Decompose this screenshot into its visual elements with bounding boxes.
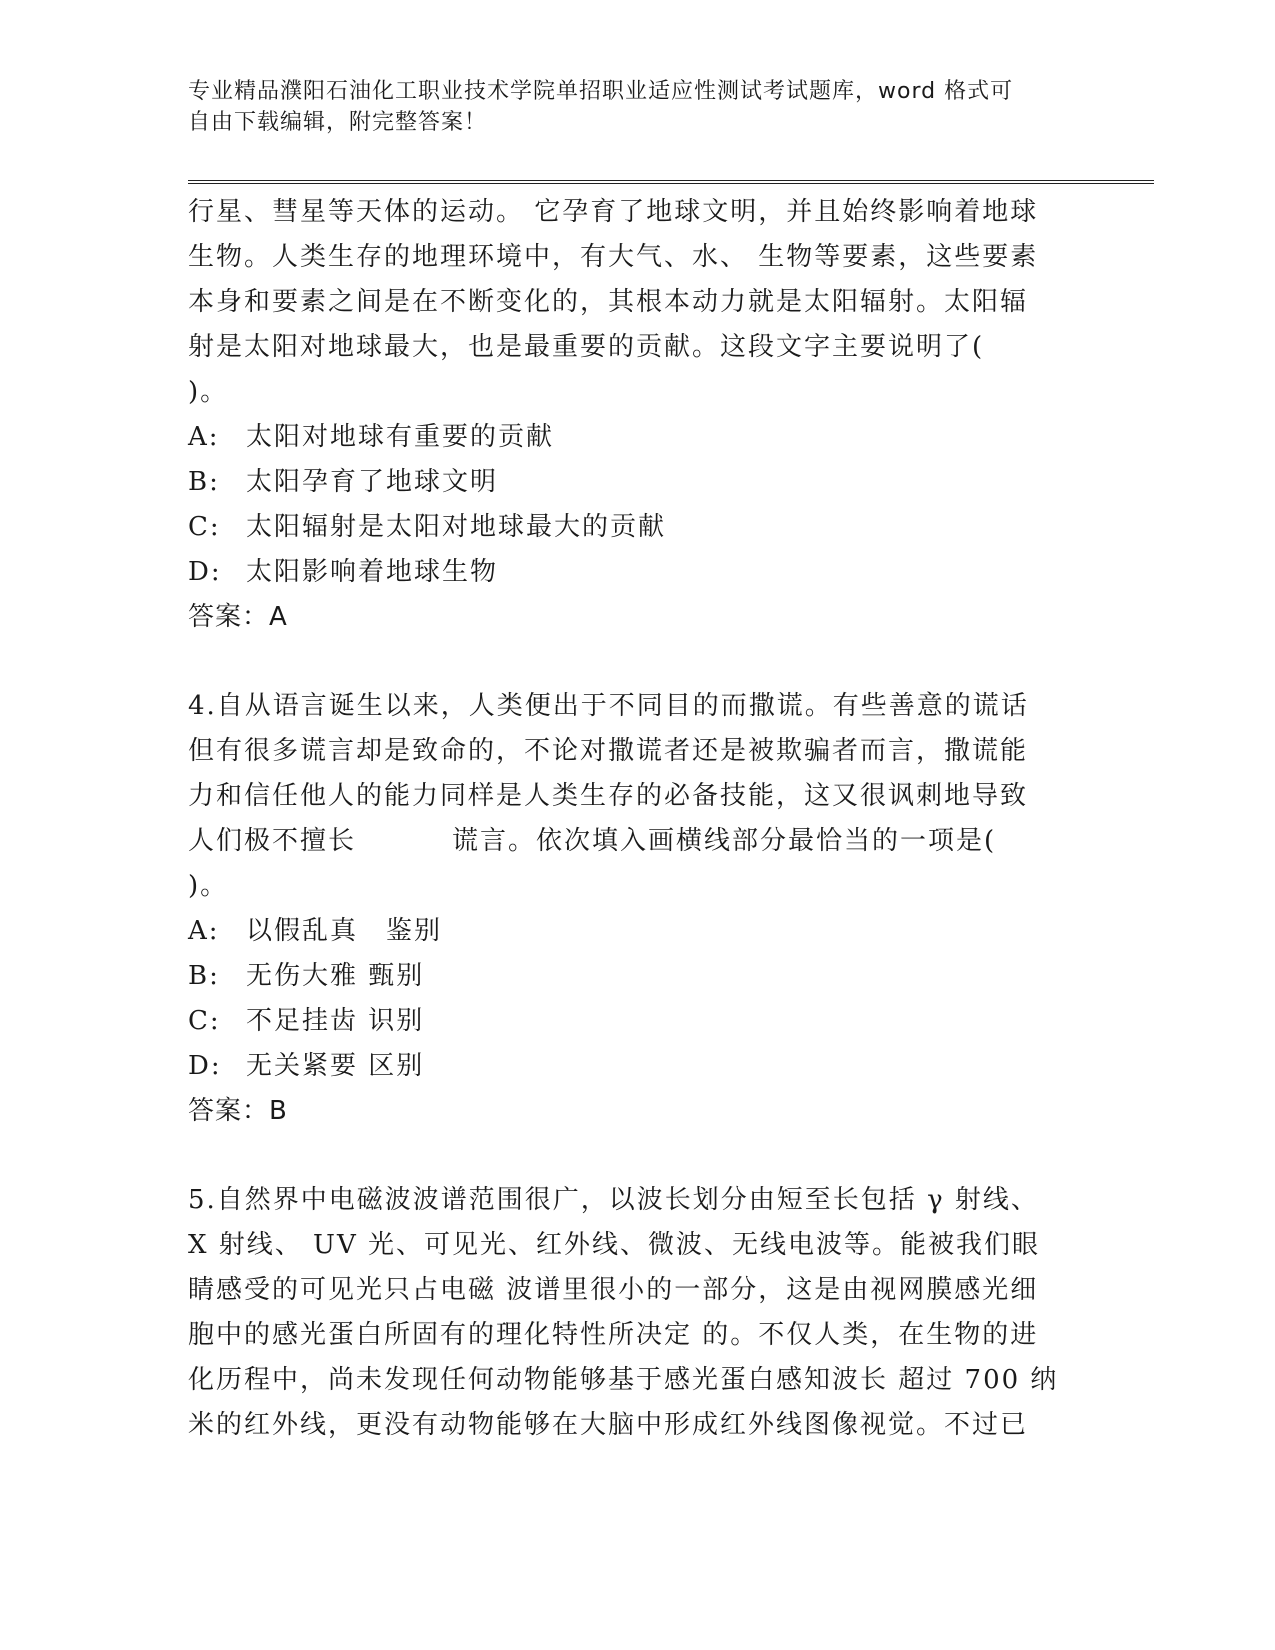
option-text: 太阳对地球有重要的贡献 [246, 422, 555, 452]
option-d [188, 1044, 1088, 1089]
question-3 [188, 190, 1088, 640]
option-key: B: [188, 467, 220, 497]
question-text-line: 本身和要素之间是在不断变化的，其根本动力就是太阳辐射。太阳辐 [188, 287, 1029, 317]
answer-line: 答案：A [188, 602, 288, 632]
option-key: D: [188, 557, 222, 587]
document-body [188, 190, 1088, 1448]
question-text-line: 力和信任他人的能力同样是人类生存的必备技能，这又很讽刺地导致 [188, 781, 1029, 811]
option-c [188, 505, 1088, 550]
option-b [188, 460, 1088, 505]
page-header [188, 76, 1068, 138]
question-text-line: 生物。人类生存的地理环境中，有大气、水、 生物等要素，这些要素 [188, 242, 1039, 272]
text-after-blank: 谎言。依次填入画横线部分最恰当的一项是( [452, 826, 997, 856]
section-gap [188, 1134, 1088, 1178]
option-d [188, 550, 1088, 595]
option-a [188, 415, 1088, 460]
option-key: C: [188, 512, 221, 542]
question-text-line: 射是太阳对地球最大，也是最重要的贡献。这段文字主要说明了( [188, 332, 985, 362]
question-text-line: )。 [188, 377, 229, 407]
text-before-blank: 人们极不擅长 [188, 826, 357, 856]
header-line-1: 专业精品濮阳石油化工职业技术学院单招职业适应性测试考试题库，word 格式可 [188, 79, 1014, 104]
question-text-line: )。 [188, 871, 229, 901]
header-line-2: 自由下载编辑，附完整答案！ [188, 110, 488, 135]
header-divider [188, 180, 1154, 184]
question-text-line: 米的红外线，更没有动物能够在大脑中形成红外线图像视觉。不过已 [188, 1410, 1029, 1440]
question-text-line [188, 819, 1088, 864]
question-5 [188, 1178, 1088, 1448]
option-text: 太阳影响着地球生物 [246, 557, 499, 587]
question-text-line: 化历程中，尚未发现任何动物能够基于感光蛋白感知波长 超过 700 纳 [188, 1365, 1059, 1395]
option-key: D: [188, 1051, 222, 1081]
option-key: C: [188, 1006, 221, 1036]
option-text: 以假乱真 鉴别 [246, 916, 443, 946]
question-text-line: 睛感受的可见光只占电磁 波谱里很小的一部分，这是由视网膜感光细 [188, 1275, 1039, 1305]
option-b [188, 954, 1088, 999]
question-text-line: 胞中的感光蛋白所固有的理化特性所决定 的。不仅人类，在生物的进 [188, 1320, 1039, 1350]
question-text-line: 5.自然界中电磁波波谱范围很广，以波长划分由短至长包括 γ 射线、 [188, 1185, 1039, 1215]
option-key: B: [188, 961, 220, 991]
question-text-line: 但有很多谎言却是致命的，不论对撒谎者还是被欺骗者而言，撒谎能 [188, 736, 1029, 766]
question-4 [188, 684, 1088, 1134]
answer-line: 答案：B [188, 1096, 288, 1126]
question-text-line: X 射线、 UV 光、可见光、红外线、微波、无线电波等。能被我们眼 [188, 1230, 1040, 1260]
question-text-line: 4.自从语言诞生以来，人类便出于不同目的而撒谎。有些善意的谎话 [188, 691, 1029, 721]
option-c [188, 999, 1088, 1044]
option-text: 无关紧要 区别 [246, 1051, 425, 1081]
option-key: A: [188, 422, 220, 452]
section-gap [188, 640, 1088, 684]
option-text: 太阳孕育了地球文明 [246, 467, 499, 497]
option-text: 太阳辐射是太阳对地球最大的贡献 [246, 512, 667, 542]
option-a [188, 909, 1088, 954]
option-text: 不足挂齿 识别 [246, 1006, 425, 1036]
option-text: 无伤大雅 甄别 [246, 961, 425, 991]
option-key: A: [188, 916, 220, 946]
question-text-line: 行星、彗星等天体的运动。 它孕育了地球文明，并且始终影响着地球 [188, 197, 1039, 227]
